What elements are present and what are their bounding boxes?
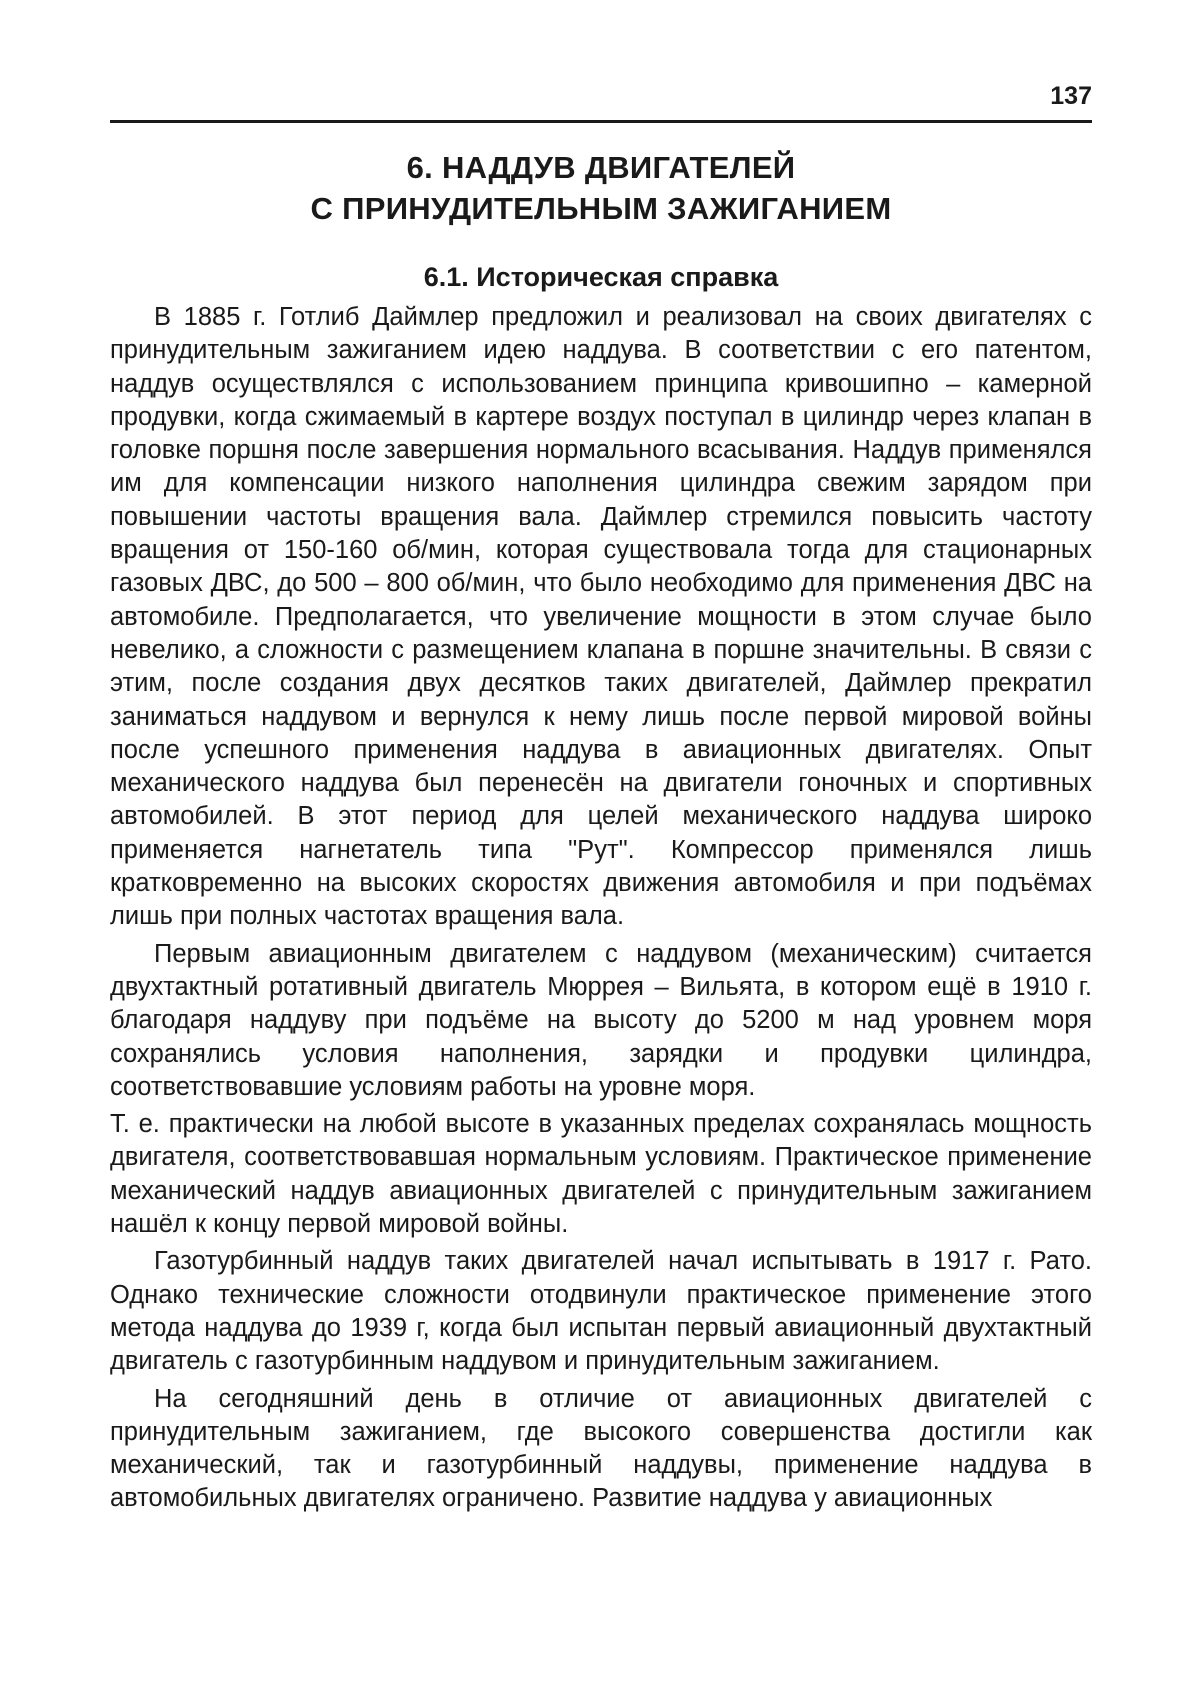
section-title: 6.1. Историческая справка	[423, 262, 779, 292]
body-text	[110, 301, 1092, 1516]
page-header	[110, 80, 1092, 123]
book-page	[110, 80, 1092, 1520]
page-number: 137	[1050, 82, 1092, 110]
chapter-title	[110, 147, 1092, 229]
paragraph-2: Первым авиационным двигателем с наддувом (механическим) считается двухтактный ротативный двигатель Мюррея – Вильята, в котором ещё в 1910 г. благодаря наддуву при подъёме на высоту до 5200 м над уровнем моря сохранялись условия наполнения, зарядки и продувки цилиндра, соответствовавшие условиям работы на уровне моря.	[110, 939, 1092, 1101]
paragraph-3: Т. е. практически на любой высоте в указанных пределах сохранялась мощность двигателя, соответствовавшая нормальным условиям. Практическое применение механический наддув авиационных двигателей с принудительным зажиганием нашёл к концу первой мировой войны.	[110, 1110, 1092, 1239]
chapter-title-line-1: 6. НАДДУВ ДВИГАТЕЛЕЙ	[406, 150, 796, 185]
paragraph-5: На сегодняшний день в отличие от авиационных двигателей с принудительным зажиганием, где высокого совершенства достигли как механический, так и газотурбинный наддувы, применение наддува в автомобильных двигателях ограничено. Развитие наддува у авиационных	[110, 1384, 1092, 1513]
chapter-title-line-2: С ПРИНУДИТЕЛЬНЫМ ЗАЖИГАНИЕМ	[310, 191, 892, 226]
paragraph-4: Газотурбинный наддув таких двигателей начал испытывать в 1917 г. Рато. Однако технические сложности отодвинули практическое применение этого метода наддува до 1939 г, когда был испытан первый авиационный двухтактный двигатель с газотурбинным наддувом и принудительным зажиганием.	[110, 1247, 1092, 1376]
paragraph-1: В 1885 г. Готлиб Даймлер предложил и реализовал на своих двигателях с принудительным зажиганием идею наддува. В соответствии с его патентом, наддув осуществлялся с использованием принципа кривошипно – камерной продувки, когда сжимаемый в картере воздух поступал в цилиндр через клапан в головке поршня после завершения нормального всасывания. Наддув применялся им для компенсации низкого наполнения цилиндра свежим зарядом при повышении частоты вращения вала. Даймлер стремился повысить частоту вращения от 150-160 об/мин, которая существовала тогда для стационарных газовых ДВС, до 500 – 800 об/мин, что было необходимо для применения ДВС на автомобиле. Предполагается, что увеличение мощности в этом случае было невелико, а сложности с размещением клапана в поршне значительны. В связи с этим, после создания двух десятков таких двигателей, Даймлер прекратил заниматься наддувом и вернулся к нему лишь после первой мировой войны после успешного применения наддува в авиационных двигателях. Опыт механического наддува был перенесён на двигатели гоночных и спортивных автомобилей. В этот период для целей механического наддува широко применяется нагнетатель типа "Рут". Компрессор применялся лишь кратковременно на высоких скоростях движения автомобиля и при подъёмах лишь при полных частотах вращения вала.	[110, 303, 1092, 931]
